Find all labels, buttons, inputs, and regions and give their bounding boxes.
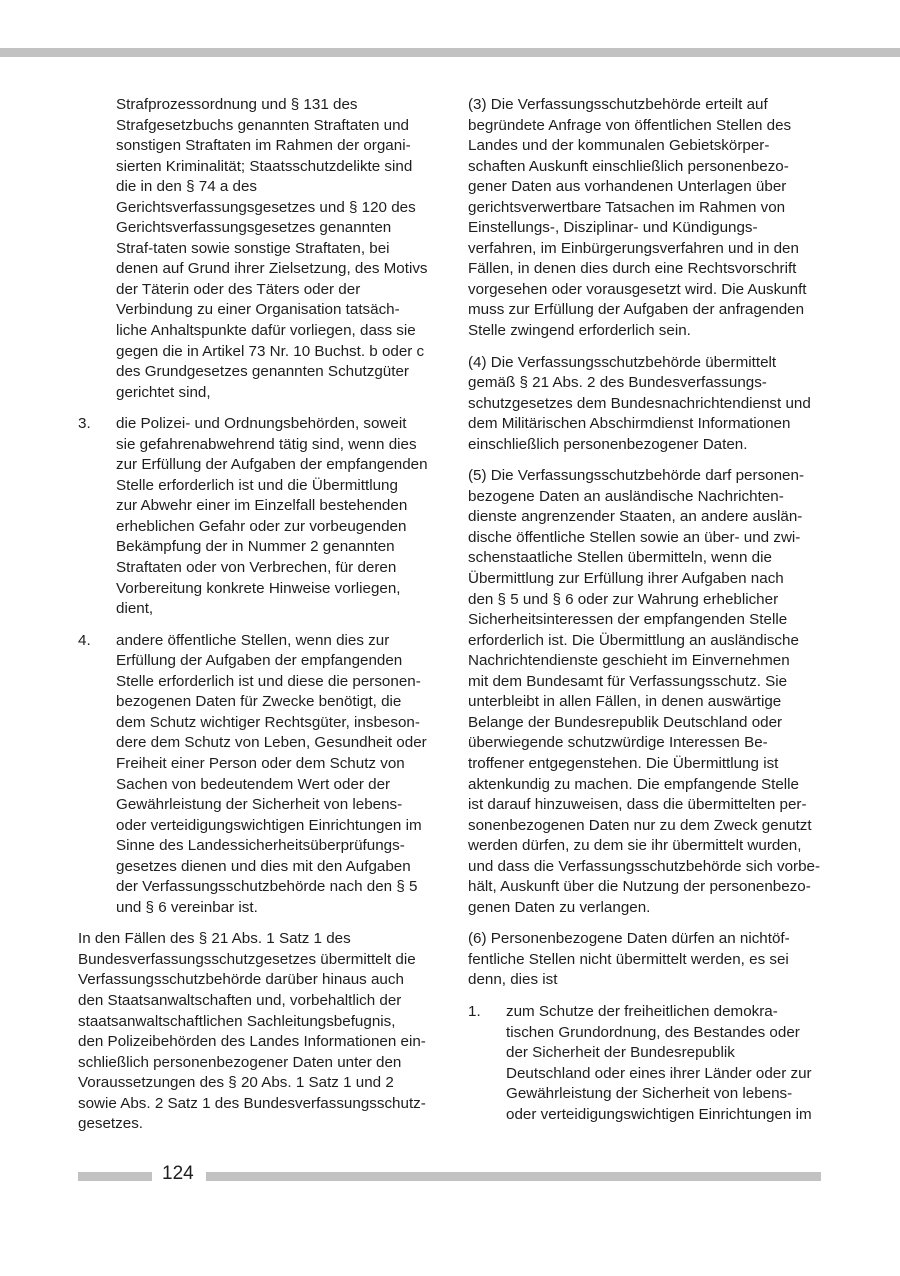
text-line: genen Daten zu verlangen. — [468, 898, 651, 916]
text-line: schutzgesetzes dem Bundesnachrichtendienst und — [468, 394, 811, 412]
text-line: des Grundgesetzes genannten Schutzgüter — [116, 363, 409, 381]
text-line: Landes und der kommunalen Gebietskörper- — [468, 137, 770, 155]
text-line: dienste angrenzender Staaten, an andere auslän- — [468, 508, 803, 526]
text-line: (5) Die Verfassungsschutzbehörde darf personen- — [468, 467, 805, 485]
text-line: Stelle erforderlich ist und diese die personen- — [116, 672, 421, 690]
text-line: sonenbezogenen Daten nur zu dem Zweck genutzt — [468, 816, 812, 834]
text-line: gesetzes. — [78, 1115, 144, 1133]
text-line: gegen die in Artikel 73 Nr. 10 Buchst. b oder c — [116, 342, 425, 360]
text-line: Verbindung zu einer Organisation tatsäch- — [116, 301, 400, 319]
continued-list-item-text — [78, 95, 433, 403]
text-line: Bekämpfung der in Nummer 2 genannten — [116, 538, 395, 556]
list-item-text — [506, 1002, 823, 1125]
text-line: Verfassungsschutzbehörde darüber hinaus auch — [78, 971, 404, 989]
text-line: (4) Die Verfassungsschutzbehörde übermittelt — [468, 353, 777, 371]
text-line: der Verfassungsschutzbehörde nach den § 5 — [116, 878, 418, 896]
text-line: Sicherheitsinteressen der empfangenden Stelle — [468, 611, 788, 629]
text-line: dient, — [116, 600, 154, 618]
text-line: schenstaatliche Stellen übermitteln, wenn die — [468, 549, 772, 567]
text-line: Straf-taten sowie sonstige Straftaten, bei — [116, 239, 390, 257]
text-line: sierten Kriminalität; Staatsschutzdelikte sind — [116, 157, 413, 175]
text-line: dische öffentliche Stellen sowie an über- und zwi- — [468, 528, 801, 546]
text-line: denn, dies ist — [468, 971, 558, 989]
text-line: Strafprozessordnung und § 131 des — [116, 96, 358, 113]
text-line: bezogenen Daten für Zwecke benötigt, die — [116, 693, 402, 711]
text-line: Gewährleistung der Sicherheit von lebens- — [506, 1085, 793, 1103]
text-line: gerichtsverwertbare Tatsachen im Rahmen von — [468, 198, 786, 216]
text-line: gener Daten aus vorhandenen Unterlagen über — [468, 178, 787, 196]
list-number: 4. — [78, 631, 91, 649]
text-line: Voraussetzungen des § 20 Abs. 1 Satz 1 und 2 — [78, 1074, 394, 1092]
text-line: gesetzes dienen und dies mit den Aufgaben — [116, 857, 411, 875]
paragraph-6 — [468, 929, 823, 991]
text-line: Übermittlung zur Erfüllung ihrer Aufgaben nach — [468, 570, 784, 588]
text-line: Stelle zwingend erforderlich sein. — [468, 322, 691, 340]
text-line: Sachen von bedeutendem Wert oder der — [116, 775, 391, 793]
text-line: und § 6 vereinbar ist. — [116, 898, 258, 916]
text-line: andere öffentliche Stellen, wenn dies zur — [116, 631, 390, 649]
text-line: schließlich personenbezogener Daten unter den — [78, 1053, 402, 1071]
text-line: Stelle erforderlich ist und die Übermittlung — [116, 476, 398, 494]
text-line: muss zur Erfüllung der Aufgaben der anfragenden — [468, 301, 805, 319]
text-line: denen auf Grund ihrer Zielsetzung, des Motivs — [116, 260, 428, 278]
footer-rule-left — [78, 1172, 152, 1181]
text-line: gerichtet sind, — [116, 383, 211, 401]
text-line: Nachrichtendienste geschieht im Einvernehmen — [468, 652, 790, 670]
text-line: einschließlich personenbezogener Daten. — [468, 435, 748, 453]
text-line: sonstigen Straftaten im Rahmen der organi- — [116, 137, 411, 155]
text-line: verfahren, im Einbürgerungsverfahren und in den — [468, 239, 799, 257]
right-column — [468, 95, 823, 1125]
text-line: zur Erfüllung der Aufgaben der empfangenden — [116, 456, 428, 474]
text-line: liche Anhaltspunkte dafür vorliegen, dass sie — [116, 322, 416, 340]
text-line: (6) Personenbezogene Daten dürfen an nichtöf- — [468, 930, 790, 948]
text-line: dem Schutz wichtiger Rechtsgüter, insbeson- — [116, 713, 420, 731]
footer-rule-right — [206, 1172, 821, 1181]
text-line: erheblichen Gefahr oder zur vorbeugenden — [116, 517, 407, 535]
text-line: Freiheit einer Person oder dem Schutz von — [116, 754, 405, 772]
text-line: der Täterin oder des Täters oder der — [116, 280, 361, 298]
list-item-text — [116, 631, 433, 919]
text-line: aktenkundig zu machen. Die empfangende Stelle — [468, 775, 799, 793]
paragraph-5 — [468, 466, 823, 918]
text-line: dem Militärischen Abschirmdienst Informationen — [468, 415, 791, 433]
text-line: die Polizei- und Ordnungsbehörden, soweit — [116, 415, 407, 433]
text-line: Vorbereitung konkrete Hinweise vorliegen, — [116, 579, 401, 597]
text-line: staatsanwaltschaftlichen Sachleitungsbefugnis, — [78, 1012, 396, 1030]
text-line: Einstellungs-, Disziplinar- und Kündigungs- — [468, 219, 758, 237]
text-line: sie gefahrenabwehrend tätig sind, wenn dies — [116, 435, 417, 453]
text-line: zur Abwehr einer im Einzelfall bestehenden — [116, 497, 408, 515]
list-item-text — [116, 414, 433, 619]
text-line: Gewährleistung der Sicherheit von lebens- — [116, 796, 403, 814]
text-line: Straftaten oder von Verbrechen, für deren — [116, 559, 397, 577]
text-line: und dass die Verfassungsschutzbehörde sich vorbe- — [468, 857, 821, 875]
text-line: zum Schutze der freiheitlichen demokra- — [506, 1002, 778, 1020]
text-line: Gerichtsverfassungsgesetzes genannten — [116, 219, 392, 237]
text-line: der Sicherheit der Bundesrepublik — [506, 1044, 735, 1062]
text-line: hält, Auskunft über die Nutzung der personenbezo- — [468, 878, 811, 896]
text-line: ist darauf hinzuweisen, dass die übermittelten per- — [468, 796, 807, 814]
text-line: Gerichtsverfassungsgesetzes und § 120 des — [116, 198, 416, 216]
text-line: (3) Die Verfassungsschutzbehörde erteilt auf — [468, 96, 768, 113]
text-line: unterbleibt in allen Fällen, in denen auswärtige — [468, 693, 782, 711]
text-line: erforderlich ist. Die Übermittlung an ausländische — [468, 631, 799, 649]
text-line: Erfüllung der Aufgaben der empfangenden — [116, 652, 403, 670]
text-line: die in den § 74 a des — [116, 178, 258, 196]
text-line: Strafgesetzbuchs genannten Straftaten und — [116, 116, 409, 134]
text-line: oder verteidigungswichtigen Einrichtungen im — [506, 1105, 812, 1123]
list-item-4 — [78, 631, 433, 919]
text-line: Bundesverfassungsschutzgesetzes übermittelt die — [78, 950, 416, 968]
text-line: oder verteidigungswichtigen Einrichtungen im — [116, 816, 422, 834]
text-line: begründete Anfrage von öffentlichen Stellen des — [468, 116, 792, 134]
closing-paragraph — [78, 929, 433, 1134]
list-item-3 — [78, 414, 433, 619]
text-line: bezogene Daten an ausländische Nachrichten- — [468, 487, 784, 505]
text-line: tischen Grundordnung, des Bestandes oder — [506, 1023, 800, 1041]
text-line: Fällen, in denen dies durch eine Rechtsvorschrift — [468, 260, 797, 278]
text-line: gemäß § 21 Abs. 2 des Bundesverfassungs- — [468, 374, 767, 392]
text-line: überwiegende schutzwürdige Interessen Be- — [468, 734, 768, 752]
text-line: vorgesehen oder vorausgesetzt wird. Die Auskunft — [468, 280, 807, 298]
text-line: troffener entgegenstehen. Die Übermittlung ist — [468, 754, 779, 772]
text-line: werden dürfen, zu dem sie ihr übermittelt wurden, — [468, 837, 802, 855]
list-number: 1. — [468, 1002, 481, 1020]
list-number: 3. — [78, 415, 91, 433]
text-line: schaften Auskunft einschließlich personenbezo- — [468, 157, 789, 175]
text-line: den Polizeibehörden des Landes Informationen ein- — [78, 1033, 426, 1051]
list-item-1 — [468, 1002, 823, 1125]
text-line: Deutschland oder eines ihrer Länder oder zur — [506, 1064, 812, 1082]
paragraph-4 — [468, 353, 823, 456]
text-line: Sinne des Landessicherheitsüberprüfungs- — [116, 837, 405, 855]
text-line: mit dem Bundesamt für Verfassungsschutz. Sie — [468, 672, 788, 690]
text-line: den Staatsanwaltschaften und, vorbehaltlich der — [78, 991, 402, 1009]
text-line: Belange der Bundesrepublik Deutschland oder — [468, 713, 783, 731]
text-line: sowie Abs. 2 Satz 1 des Bundesverfassungsschutz- — [78, 1094, 426, 1112]
top-rule — [0, 48, 900, 57]
text-line: dere dem Schutz von Leben, Gesundheit oder — [116, 734, 427, 752]
text-line: den § 5 und § 6 oder zur Wahrung erheblicher — [468, 590, 779, 608]
text-line: In den Fällen des § 21 Abs. 1 Satz 1 des — [78, 930, 351, 948]
left-column — [78, 95, 433, 1135]
page-number: 124 — [162, 1163, 194, 1184]
paragraph-3 — [468, 95, 823, 342]
text-line: fentliche Stellen nicht übermittelt werden, es sei — [468, 950, 789, 968]
